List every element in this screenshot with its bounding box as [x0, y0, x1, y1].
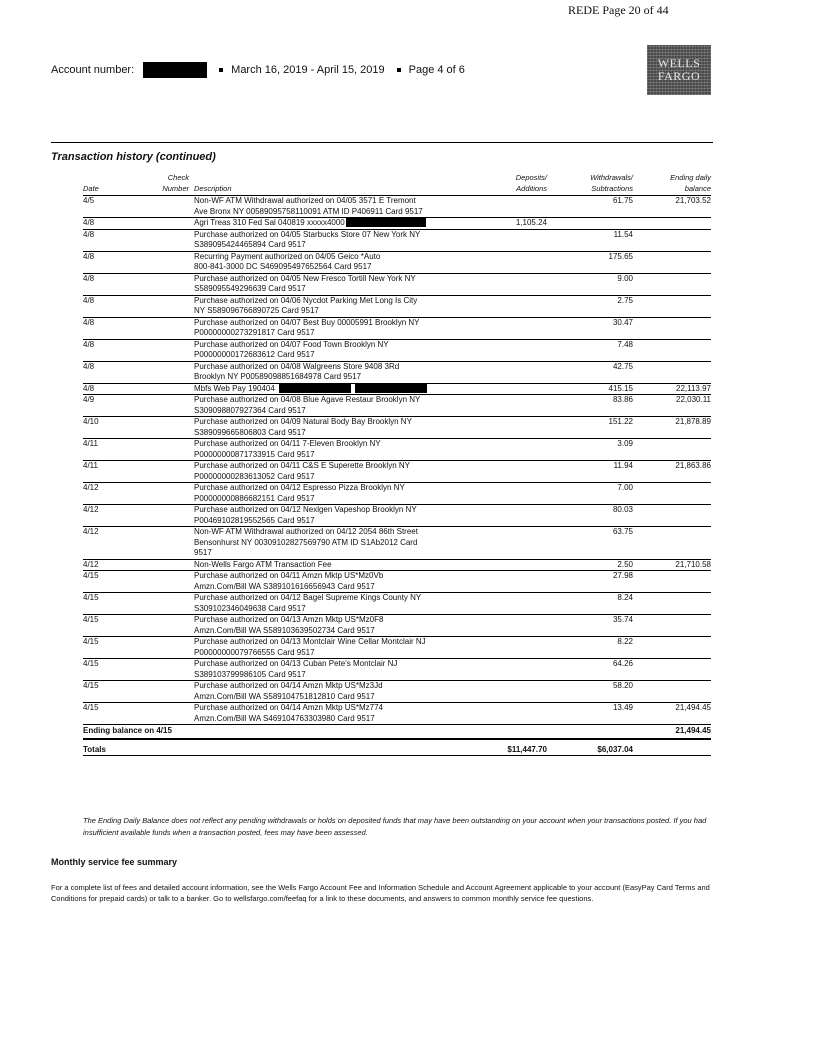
- totals-deposits: $11,447.70: [507, 744, 547, 754]
- table-row: [83, 273, 711, 295]
- description-line: Purchase authorized on 04/05 Starbucks Store 07 New York NY: [194, 229, 421, 239]
- row-date: 4/8: [83, 339, 95, 349]
- row-date: 4/8: [83, 251, 95, 261]
- row-description: [194, 559, 477, 571]
- row-date: 4/15: [83, 637, 99, 646]
- row-withdrawal: 61.75: [612, 196, 633, 205]
- row-check-number: [119, 681, 194, 703]
- description-line: Purchase authorized on 04/08 Walgreens Store 9408 3Rd: [194, 361, 400, 371]
- row-withdrawal: 64.26: [612, 659, 633, 668]
- row-description: [194, 395, 477, 417]
- description-line: S309098807927364 Card 9517: [194, 405, 306, 415]
- description-line: Ave Bronx NY 00589095758110091 ATM ID P406911 Card 9517: [194, 206, 423, 216]
- row-deposit: [477, 229, 547, 251]
- monthly-fee-title: Monthly service fee summary: [51, 857, 178, 867]
- row-date: 4/9: [83, 395, 95, 404]
- row-date: 4/11: [83, 439, 98, 448]
- description-line: Bensonhurst NY 00309102827569790 ATM ID S1Ab2012 Card: [194, 537, 418, 547]
- row-check-number: [119, 703, 194, 725]
- description-line: Purchase authorized on 04/08 Blue Agave Restaur Brooklyn NY: [194, 395, 421, 404]
- row-description: [194, 703, 477, 725]
- row-check-number: [119, 505, 194, 527]
- description-line: Amzn.Com/Bill WA S589103639502734 Card 9517: [194, 625, 375, 635]
- row-check-number: [119, 483, 194, 505]
- description-line: Non-Wells Fargo ATM Transaction Fee: [194, 559, 332, 569]
- row-deposit: [477, 361, 547, 383]
- row-description: [194, 505, 477, 527]
- row-withdrawal: 9.00: [617, 273, 633, 283]
- row-balance: [637, 439, 711, 461]
- transaction-table: [83, 173, 711, 756]
- row-balance: [637, 295, 711, 317]
- table-row: [83, 659, 711, 681]
- statement-header: [51, 62, 465, 78]
- row-withdrawal: 2.75: [617, 295, 633, 305]
- row-balance: [637, 251, 711, 273]
- row-date: 4/8: [83, 317, 95, 327]
- table-row: [83, 571, 711, 593]
- table-row: [83, 461, 711, 483]
- table-row: [83, 317, 711, 339]
- row-deposit: [477, 383, 547, 395]
- description-line: Purchase authorized on 04/14 Amzn Mktp US*Mz774: [194, 703, 383, 712]
- row-check-number: [119, 527, 194, 560]
- row-check-number: [119, 461, 194, 483]
- row-deposit: [477, 196, 547, 218]
- description-line: P00000000886682151 Card 9517: [194, 493, 315, 503]
- row-balance: [637, 483, 711, 505]
- row-withdrawal: 83.86: [612, 395, 633, 404]
- row-check-number: [119, 417, 194, 439]
- redaction: [279, 384, 351, 393]
- row-balance: 21,703.52: [675, 196, 711, 205]
- row-check-number: [119, 218, 194, 230]
- row-date: 4/8: [83, 273, 95, 283]
- row-description: [194, 383, 477, 395]
- table-row: [83, 527, 711, 560]
- description-line: Agri Treas 310 Fed Sal 040819 xxxxx4000: [194, 218, 477, 229]
- row-description: [194, 196, 477, 218]
- table-row: [83, 251, 711, 273]
- table-row: [83, 703, 711, 725]
- row-date: 4/8: [83, 218, 95, 227]
- row-deposit: [477, 339, 547, 361]
- row-description: [194, 527, 477, 560]
- row-date: 4/8: [83, 295, 95, 305]
- row-balance: [637, 505, 711, 527]
- ending-balance-value: 21,494.45: [675, 726, 711, 735]
- row-check-number: [119, 317, 194, 339]
- row-deposit: [477, 615, 547, 637]
- description-line: Non-WF ATM Withdrawal authorized on 04/12 2054 86th Street: [194, 527, 418, 536]
- description-line: Amzn.Com/Bill WA S589104751812810 Card 9517: [194, 691, 375, 701]
- row-deposit: [477, 681, 547, 703]
- row-date: 4/15: [83, 593, 99, 602]
- row-date: 4/5: [83, 196, 95, 205]
- description-line: Purchase authorized on 04/07 Food Town Brooklyn NY: [194, 339, 389, 349]
- row-withdrawal: 415.15: [608, 383, 633, 393]
- account-number-redaction: [143, 62, 207, 78]
- description-line: 9517: [194, 548, 212, 557]
- row-check-number: [119, 361, 194, 383]
- row-check-number: [119, 273, 194, 295]
- row-check-number: [119, 395, 194, 417]
- col-date: Date: [83, 183, 99, 193]
- row-date: 4/11: [83, 461, 98, 470]
- description-line: Purchase authorized on 04/14 Amzn Mktp US*Mz3Jd: [194, 681, 383, 690]
- col-deposits: Deposits/ Additions: [515, 173, 547, 193]
- totals-withdrawals: $6,037.04: [597, 744, 633, 754]
- row-description: [194, 273, 477, 295]
- row-balance: 21,494.45: [675, 703, 711, 712]
- ending-balance-label: Ending balance on 4/15: [83, 726, 172, 735]
- row-balance: [637, 229, 711, 251]
- table-row: [83, 615, 711, 637]
- table-row: [83, 593, 711, 615]
- row-deposit: [477, 593, 547, 615]
- row-balance: [637, 681, 711, 703]
- description-line: Mbfs Web Pay 190404: [194, 384, 477, 395]
- row-deposit: [477, 439, 547, 461]
- row-description: [194, 593, 477, 615]
- row-withdrawal: 7.00: [617, 483, 633, 492]
- description-line: P00000000283613052 Card 9517: [194, 471, 315, 481]
- row-check-number: [119, 196, 194, 218]
- description-line: Purchase authorized on 04/06 Nycdot Parking Met Long Is City: [194, 295, 418, 305]
- row-date: 4/8: [83, 229, 95, 239]
- row-deposit: [477, 637, 547, 659]
- row-deposit: [477, 461, 547, 483]
- table-row: [83, 295, 711, 317]
- row-description: [194, 439, 477, 461]
- section-divider: [51, 142, 713, 143]
- row-check-number: [119, 339, 194, 361]
- page-indicator: Page 4 of 6: [408, 64, 465, 76]
- description-line: S389095424465894 Card 9517: [194, 240, 306, 249]
- bullet-icon: [397, 68, 401, 72]
- description-line: Purchase authorized on 04/11 7-Eleven Brooklyn NY: [194, 439, 381, 448]
- row-withdrawal: 3.09: [617, 439, 633, 448]
- row-withdrawal: 58.20: [612, 681, 633, 690]
- row-date: 4/15: [83, 571, 99, 580]
- row-deposit: [477, 417, 547, 439]
- row-date: 4/12: [83, 505, 99, 514]
- table-row: [83, 361, 711, 383]
- row-withdrawal: 2.50: [617, 559, 633, 569]
- row-deposit: [477, 251, 547, 273]
- row-deposit: [477, 659, 547, 681]
- row-check-number: [119, 571, 194, 593]
- row-deposit: [477, 395, 547, 417]
- row-withdrawal: 8.22: [617, 637, 633, 646]
- row-description: [194, 637, 477, 659]
- row-balance: [637, 571, 711, 593]
- row-description: [194, 361, 477, 383]
- row-balance: [637, 527, 711, 560]
- table-row: [83, 559, 711, 571]
- row-date: 4/15: [83, 615, 99, 624]
- row-check-number: [119, 439, 194, 461]
- row-description: [194, 317, 477, 339]
- wells-fargo-logo: [647, 45, 711, 95]
- row-withdrawal: 27.98: [612, 571, 633, 580]
- col-check-number: Check Number: [162, 173, 189, 193]
- row-description: [194, 339, 477, 361]
- section-title: Transaction history (continued): [51, 151, 216, 163]
- row-deposit: 1,105.24: [515, 218, 547, 227]
- row-withdrawal: 42.75: [612, 361, 633, 371]
- description-line: Purchase authorized on 04/12 Nexlgen Vapeshop Brooklyn NY: [194, 505, 417, 514]
- row-balance: 21,710.58: [675, 559, 711, 569]
- totals-label: Totals: [83, 744, 106, 754]
- row-withdrawal: 30.47: [612, 317, 633, 327]
- row-balance: [637, 615, 711, 637]
- table-row: [83, 637, 711, 659]
- bullet-icon: [219, 68, 223, 72]
- account-number-label: Account number:: [51, 64, 135, 76]
- description-line: Purchase authorized on 04/11 C&S E Superette Brooklyn NY: [194, 461, 410, 470]
- description-line: P00000000079766555 Card 9517: [194, 647, 315, 657]
- table-row: [83, 417, 711, 439]
- row-balance: [637, 659, 711, 681]
- table-row: [83, 339, 711, 361]
- row-withdrawal: 11.94: [613, 461, 633, 470]
- row-deposit: [477, 295, 547, 317]
- row-check-number: [119, 559, 194, 571]
- ending-balance-row: [83, 725, 711, 739]
- logo-line-2: FARGO: [657, 69, 701, 83]
- row-withdrawal: 13.49: [612, 703, 633, 712]
- description-line: Purchase authorized on 04/13 Amzn Mktp US*Mz0F8: [194, 615, 384, 624]
- row-deposit: [477, 317, 547, 339]
- row-date: 4/8: [83, 383, 95, 393]
- row-balance: 22,113.97: [676, 383, 711, 393]
- page-stamp: REDE Page 20 of 44: [568, 3, 669, 17]
- redaction: [355, 384, 427, 393]
- col-withdrawals: Withdrawals/ Subtractions: [590, 173, 633, 193]
- row-description: [194, 218, 477, 230]
- description-line: Brooklyn NY P00589098851684978 Card 9517: [194, 372, 362, 381]
- description-line: Purchase authorized on 04/12 Bagel Supreme Kings County NY: [194, 593, 422, 602]
- description-line: Purchase authorized on 04/11 Amzn Mktp US*Mz0Vb: [194, 571, 384, 580]
- row-date: 4/8: [83, 361, 95, 371]
- description-line: S389099665806803 Card 9517: [194, 427, 306, 437]
- row-balance: 22,030.11: [676, 395, 711, 404]
- row-balance: [637, 317, 711, 339]
- description-line: Purchase authorized on 04/12 Espresso Pizza Brooklyn NY: [194, 483, 405, 492]
- row-withdrawal: 7.48: [617, 339, 633, 349]
- col-description: Description: [194, 183, 232, 193]
- row-check-number: [119, 593, 194, 615]
- monthly-fee-text: For a complete list of fees and detailed account information, see the Wells Fargo Account Fee and Information Schedule and Account Agreement applicable to your account (EasyPay Card Terms and Conditions for prepaid cards) or talk to a banker. Go to wellsfargo.com/feefaq for a link to these documents, and answers to common monthly service fee questions.: [51, 883, 710, 903]
- row-description: [194, 461, 477, 483]
- description-line: Purchase authorized on 04/13 Cuban Pete's Montclair NJ: [194, 659, 398, 668]
- row-description: [194, 417, 477, 439]
- description-line: Purchase authorized on 04/07 Best Buy 00005991 Brooklyn NY: [194, 317, 420, 327]
- table-header-row: [83, 173, 711, 196]
- row-date: 4/12: [83, 483, 99, 492]
- table-row: [83, 218, 711, 230]
- row-check-number: [119, 615, 194, 637]
- table-row: [83, 395, 711, 417]
- row-description: [194, 571, 477, 593]
- row-balance: [637, 339, 711, 361]
- row-balance: 21,878.89: [675, 417, 711, 426]
- row-check-number: [119, 637, 194, 659]
- row-balance: [637, 218, 711, 230]
- table-row: [83, 383, 711, 395]
- row-date: 4/15: [83, 703, 99, 712]
- row-check-number: [119, 295, 194, 317]
- row-check-number: [119, 229, 194, 251]
- description-line: S589095549296639 Card 9517: [194, 284, 306, 293]
- row-check-number: [119, 383, 194, 395]
- row-withdrawal: 35.74: [612, 615, 633, 624]
- statement-period: March 16, 2019 - April 15, 2019: [231, 64, 385, 76]
- row-withdrawal: 8.24: [617, 593, 633, 602]
- totals-row: [83, 739, 711, 756]
- row-deposit: [477, 505, 547, 527]
- row-withdrawal: 175.65: [608, 251, 633, 261]
- row-date: 4/12: [83, 559, 99, 569]
- logo-line-1: WELLS: [657, 56, 701, 70]
- row-balance: [637, 273, 711, 295]
- description-line: 800-841-3000 DC S469095497652564 Card 9517: [194, 262, 372, 271]
- row-withdrawal: 11.54: [613, 229, 633, 239]
- description-line: Purchase authorized on 04/09 Natural Body Bay Brooklyn NY: [194, 417, 412, 426]
- row-check-number: [119, 659, 194, 681]
- row-check-number: [119, 251, 194, 273]
- table-row: [83, 681, 711, 703]
- description-line: P00469102819552565 Card 9517: [194, 515, 315, 525]
- row-balance: [637, 593, 711, 615]
- row-date: 4/10: [83, 417, 99, 426]
- row-description: [194, 251, 477, 273]
- row-balance: [637, 361, 711, 383]
- description-line: Recurring Payment authorized on 04/05 Geico *Auto: [194, 251, 381, 261]
- table-row: [83, 505, 711, 527]
- row-description: [194, 483, 477, 505]
- row-deposit: [477, 527, 547, 560]
- row-date: 4/12: [83, 527, 99, 536]
- row-deposit: [477, 571, 547, 593]
- row-description: [194, 295, 477, 317]
- description-line: Purchase authorized on 04/13 Montclair Wine Cellar Montclair NJ: [194, 637, 426, 646]
- redaction: [346, 218, 426, 227]
- row-deposit: [477, 483, 547, 505]
- row-withdrawal: 80.03: [612, 505, 633, 514]
- col-ending-balance: Ending daily balance: [670, 173, 711, 193]
- row-description: [194, 659, 477, 681]
- description-line: P00000000273291817 Card 9517: [194, 328, 315, 337]
- description-line: Amzn.Com/Bill WA S389101616656943 Card 9517: [194, 581, 375, 591]
- description-line: S309102346049638 Card 9517: [194, 603, 306, 613]
- row-deposit: [477, 559, 547, 571]
- row-description: [194, 681, 477, 703]
- row-description: [194, 615, 477, 637]
- description-line: Non-WF ATM Withdrawal authorized on 04/05 3571 E Tremont: [194, 196, 416, 205]
- row-balance: [637, 637, 711, 659]
- balance-note: The Ending Daily Balance does not reflect any pending withdrawals or holds on deposited funds that may have been outstanding on your account when your transactions posted. If you had insufficient available funds when a transaction posted, fees may have been assessed.: [83, 816, 707, 837]
- row-deposit: [477, 703, 547, 725]
- table-row: [83, 439, 711, 461]
- row-balance: 21,863.86: [675, 461, 711, 470]
- table-row: [83, 196, 711, 218]
- description-line: P00000000871733915 Card 9517: [194, 449, 315, 459]
- row-date: 4/15: [83, 681, 99, 690]
- row-withdrawal: 63.75: [612, 527, 633, 536]
- description-line: Purchase authorized on 04/05 New Fresco Tortill New York NY: [194, 273, 416, 283]
- row-date: 4/15: [83, 659, 99, 668]
- description-line: Amzn.Com/Bill WA S469104763303980 Card 9517: [194, 713, 375, 723]
- row-withdrawal: 151.22: [608, 417, 633, 426]
- description-line: NY S589096766890725 Card 9517: [194, 306, 319, 315]
- table-row: [83, 229, 711, 251]
- row-deposit: [477, 273, 547, 295]
- row-withdrawal: [547, 218, 637, 230]
- description-line: S389103799986105 Card 9517: [194, 669, 306, 679]
- description-line: P00000000172683612 Card 9517: [194, 350, 315, 359]
- table-row: [83, 483, 711, 505]
- row-description: [194, 229, 477, 251]
